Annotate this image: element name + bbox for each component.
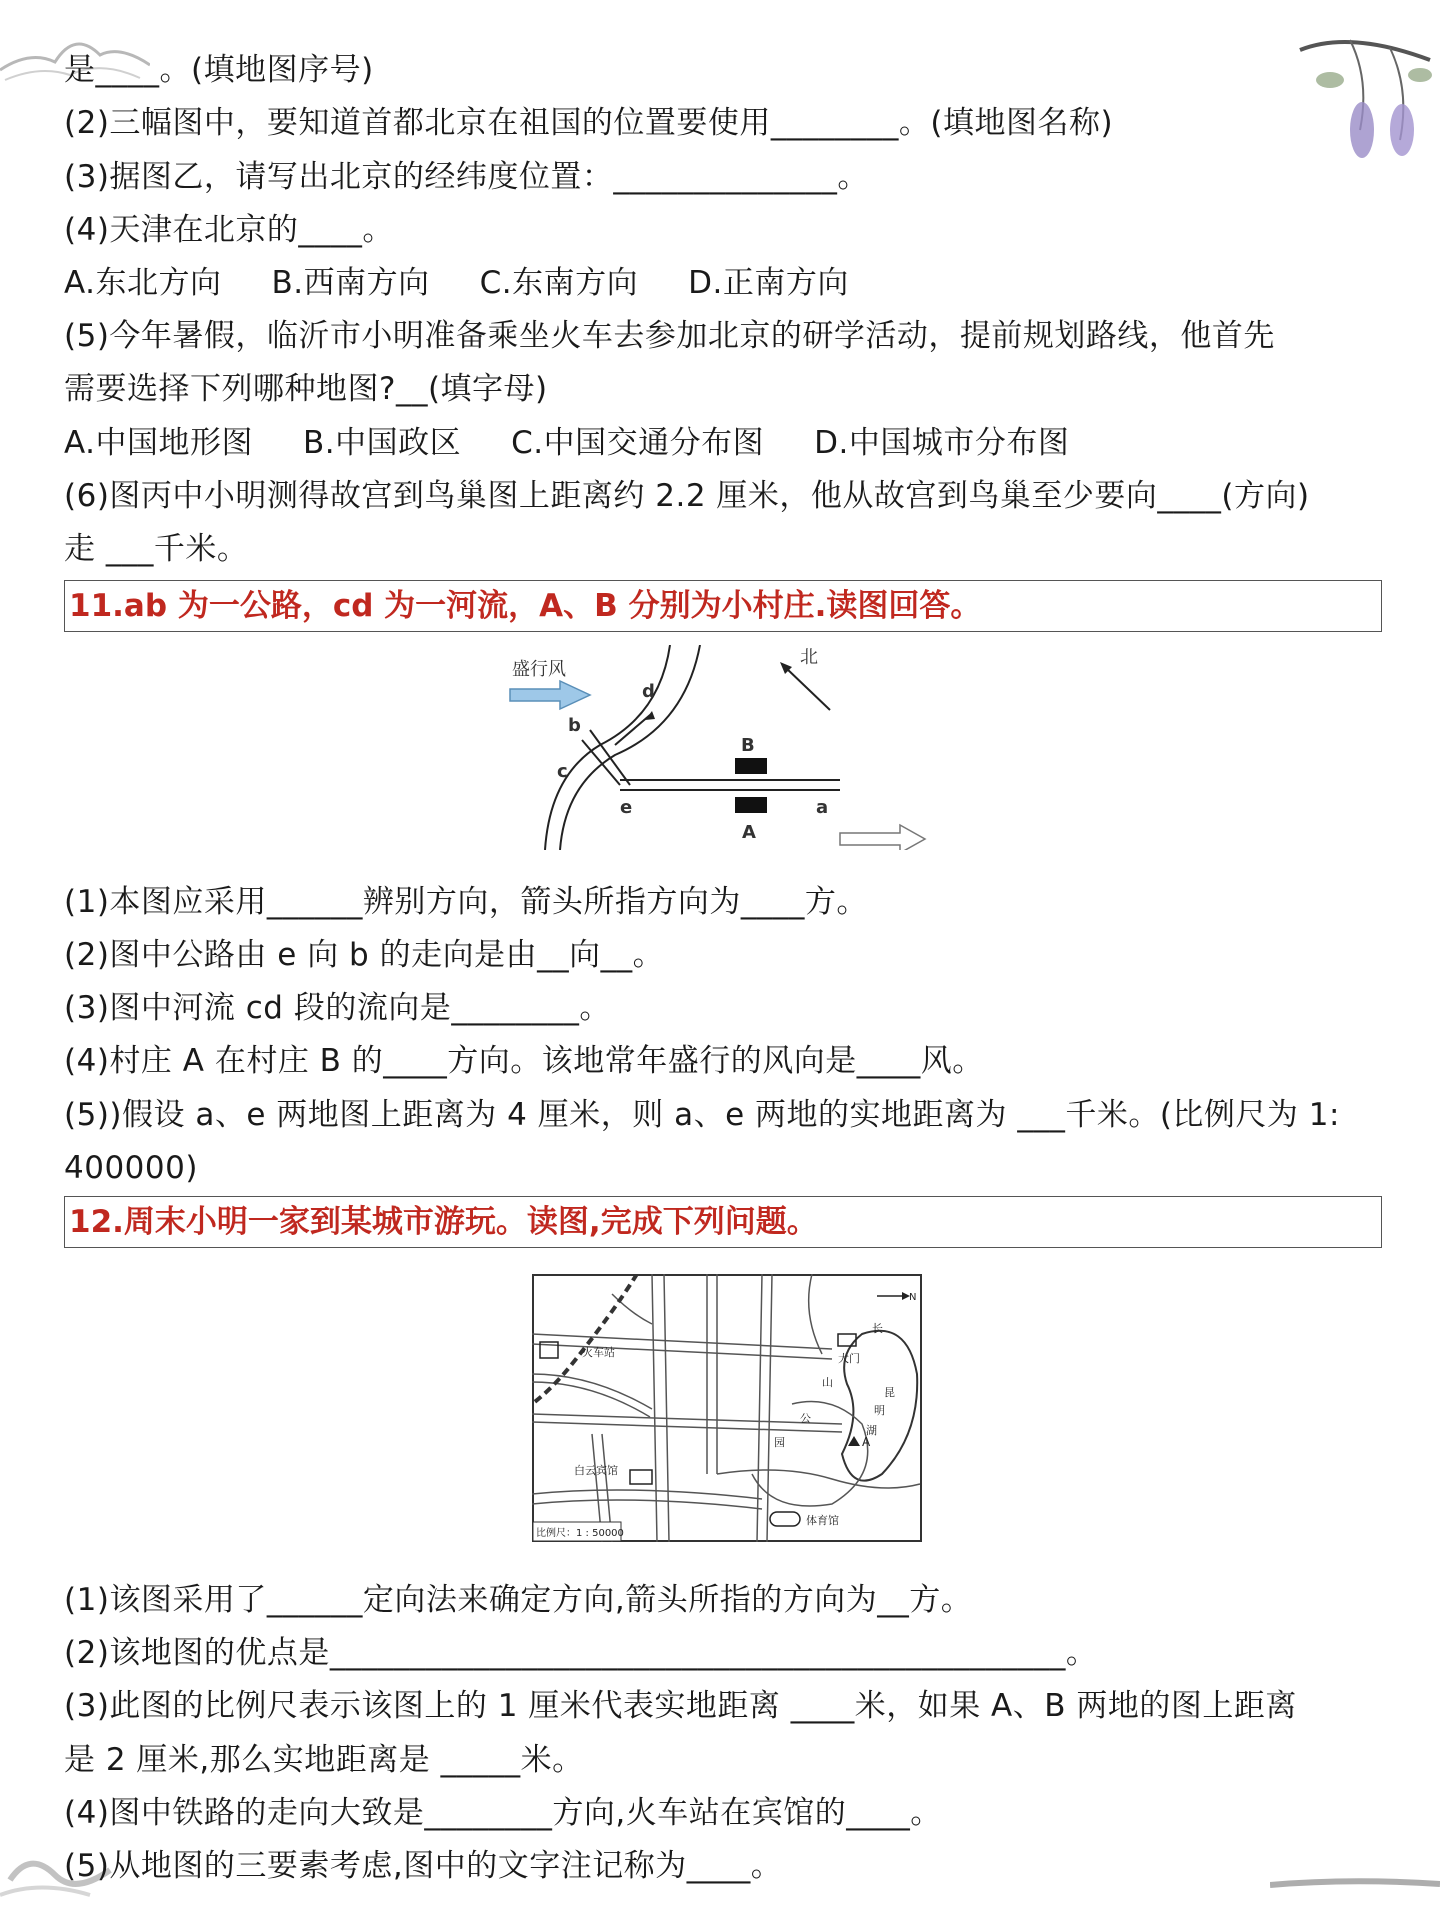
map-lake-2: 明 xyxy=(874,1404,885,1417)
q12-line-2: (2)该地图的优点是______________________________________________。 xyxy=(64,1635,1098,1671)
q11-line-3: (3)图中河流 cd 段的流向是________。 xyxy=(64,990,611,1026)
map-park-1: 山 xyxy=(822,1376,833,1389)
q10-line-6b: 走 ___千米。 xyxy=(64,531,249,567)
q11-figure-river-road xyxy=(500,645,950,850)
q11-line-2: (2)图中公路由 e 向 b 的走向是由__向__。 xyxy=(64,937,665,973)
label-e: e xyxy=(620,797,633,818)
option-a: A.东北方向 xyxy=(64,265,222,301)
q11-line-5: (5))假设 a、e 两地图上距离为 4 厘米，则 a、e 两地的实地距离为 ___千米。(比例尺为 1: xyxy=(64,1097,1340,1133)
label-B: B xyxy=(741,735,755,756)
q12-line-5: (4)图中铁路的走向大致是________方向,火车站在宾馆的____。 xyxy=(64,1795,942,1831)
village-b xyxy=(735,758,767,774)
q12-title: 12.周末小明一家到某城市游玩。读图,完成下列问题。 xyxy=(64,1196,1382,1248)
q10-line-3: (3)据图乙，请写出北京的经纬度位置：______________。 xyxy=(64,159,869,195)
q12-line-4: 是 2 厘米,那么实地距离是 _____米。 xyxy=(64,1742,584,1778)
map-north-label: N xyxy=(909,1292,917,1303)
map-point-a: A xyxy=(862,1435,871,1449)
map-scale: 比例尺：1 : 50000 xyxy=(536,1528,624,1539)
map-train-station: 火车站 xyxy=(582,1346,615,1359)
label-A: A xyxy=(742,822,756,843)
q11-line-1: (1)本图应采用______辨别方向，箭头所指方向为____方。 xyxy=(64,884,868,920)
option-c: C.东南方向 xyxy=(479,265,639,301)
q10-line-5b: 需要选择下列哪种地图?__(填字母) xyxy=(64,371,548,407)
map-lake-3: 湖 xyxy=(866,1424,877,1437)
hollow-arrow-icon xyxy=(840,825,925,850)
label-d: d xyxy=(642,681,655,702)
option-b: B.西南方向 xyxy=(271,265,430,301)
q11-line-6: 400000) xyxy=(64,1150,198,1186)
option-b: B.中国政区 xyxy=(303,425,462,461)
label-c: c xyxy=(557,761,568,782)
q11-title: 11.ab 为一公路，cd 为一河流，A、B 分别为小村庄.读图回答。 xyxy=(64,580,1382,632)
label-a: a xyxy=(816,797,829,818)
q10-line-5a: (5)今年暑假，临沂市小明准备乘坐火车去参加北京的研学活动，提前规划路线，他首先 xyxy=(64,318,1275,354)
north-label: 北 xyxy=(800,647,818,668)
option-c: C.中国交通分布图 xyxy=(511,425,765,461)
map-long: 长 xyxy=(872,1322,883,1335)
village-a xyxy=(735,797,767,813)
q12-line-3: (3)此图的比例尺表示该图上的 1 厘米代表实地距离 ____米，如果 A、B 两地的图上距离 xyxy=(64,1688,1297,1724)
q10-line-4: (4)天津在北京的____。 xyxy=(64,212,394,248)
map-gym: 体育馆 xyxy=(806,1514,839,1527)
map-park-3: 园 xyxy=(774,1436,785,1449)
q12-city-map xyxy=(532,1274,922,1542)
q10-line-fill-map-number: 是____。(填地图序号) xyxy=(64,52,374,88)
ink-stroke-decoration xyxy=(1270,1870,1440,1900)
river-flow-arrow-icon xyxy=(645,711,655,720)
wind-label: 盛行风 xyxy=(512,659,566,680)
q10-options-5 xyxy=(64,421,1069,465)
map-hotel: 白云宾馆 xyxy=(574,1464,618,1477)
label-b: b xyxy=(568,715,581,736)
option-d: D.正南方向 xyxy=(688,265,849,301)
q10-options-4 xyxy=(64,261,849,305)
wisteria-decoration xyxy=(1290,20,1440,180)
q11-line-4: (4)村庄 A 在村庄 B 的____方向。该地常年盛行的风向是____风。 xyxy=(64,1043,984,1079)
map-gate: 大门 xyxy=(838,1352,860,1365)
q12-line-6: (5)从地图的三要素考虑,图中的文字注记称为____。 xyxy=(64,1848,783,1884)
wind-arrow-icon xyxy=(510,681,590,709)
q10-line-2: (2)三幅图中，要知道首都北京在祖国的位置要使用________。(填地图名称) xyxy=(64,105,1114,141)
map-lake-1: 昆 xyxy=(884,1386,895,1399)
river-line xyxy=(560,645,700,850)
option-a: A.中国地形图 xyxy=(64,425,254,461)
map-park-2: 公 xyxy=(800,1412,811,1425)
q10-line-6a: (6)图丙中小明测得故宫到鸟巢图上距离约 2.2 厘米，他从故宫到鸟巢至少要向____(方向) xyxy=(64,478,1310,514)
q12-line-1: (1)该图采用了______定向法来确定方向,箭头所指的方向为__方。 xyxy=(64,1582,973,1618)
option-d: D.中国城市分布图 xyxy=(814,425,1070,461)
